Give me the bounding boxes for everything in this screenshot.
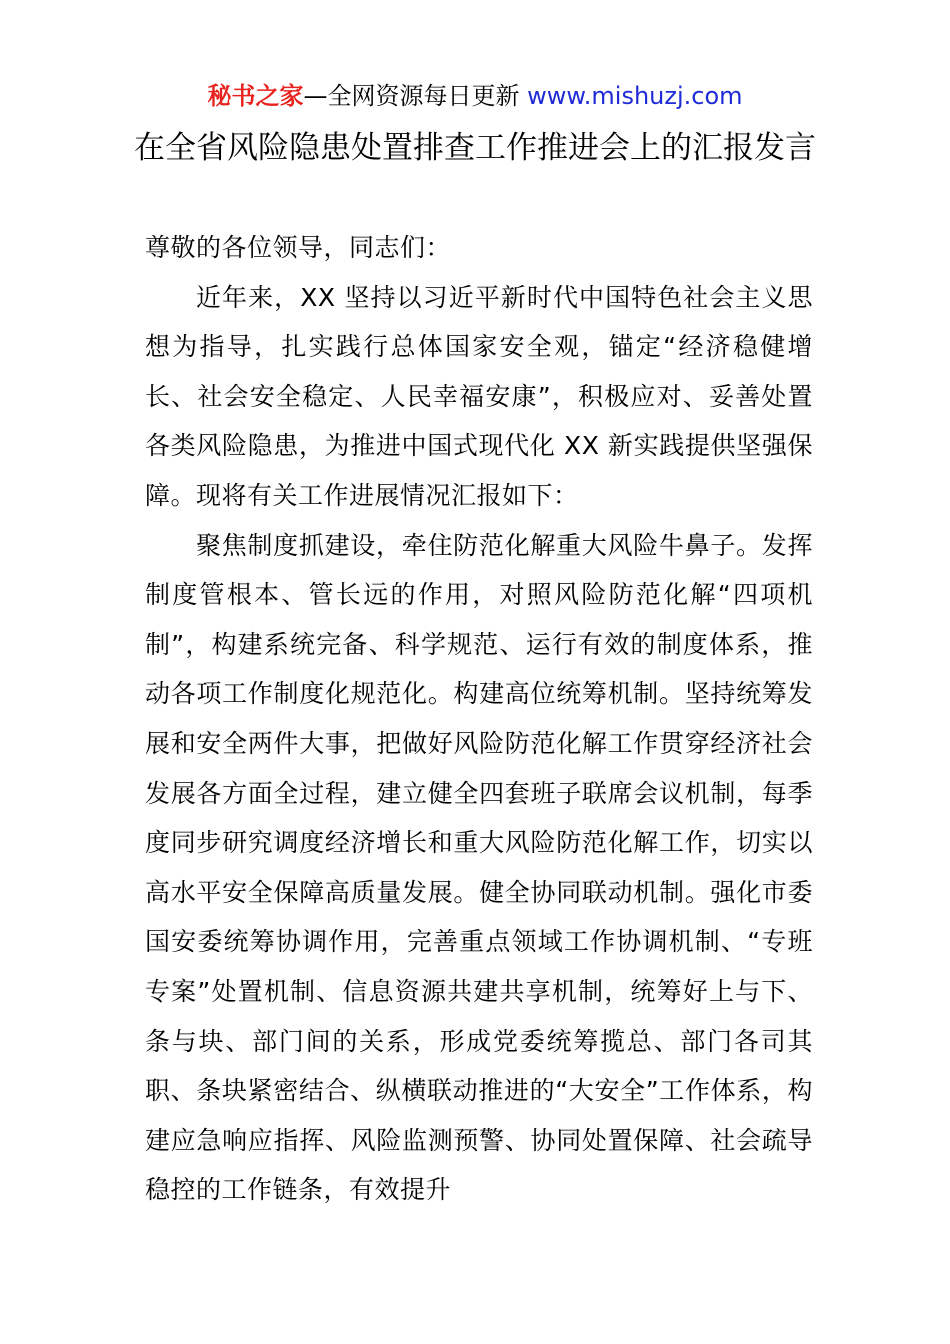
paragraph-institution-building: 聚焦制度抓建设，牵住防范化解重大风险牛鼻子。发挥制度管根本、管长远的作用，对照风险防范化解“四项机制”，构建系统完备、科学规范、运行有效的制度体系，推动各项工作制度化规范化。构建高位统筹机制。坚持统筹发展和安全两件大事，把做好风险防范化解工作贯穿经济社会发展各方面全过程，建立健全四套班子联席会议机制，每季度同步研究调度经济增长和重大风险防范化解工作，切实以高水平安全保障高质量发展。健全协同联动机制。强化市委国安委统筹协调作用，完善重点领域工作协调机制、“专班专案”处置机制、信息资源共建共享机制，统筹好上与下、条与块、部门间的关系，形成党委统筹揽总、部门各司其职、条块紧密结合、纵横联动推进的“大安全”工作体系，构建应急响应指挥、风险监测预警、协同处置保障、社会疏导稳控的工作链条，有效提升 — [145, 530, 813, 1205]
site-brand: 秘书之家 — [207, 82, 304, 110]
site-banner — [0, 80, 950, 112]
paragraph-intro: 近年来，XX 坚持以习近平新时代中国特色社会主义思想为指导，扎实践行总体国家安全观，锚定“经济稳健增长、社会安全稳定、人民幸福安康”，积极应对、妥善处置各类风险隐患，为推进中国式现代化 XX 新实践提供坚强保障。现将有关工作进展情况汇报如下： — [145, 282, 813, 510]
document-body — [145, 223, 813, 1215]
site-slogan: —全网资源每日更新 — [303, 82, 528, 110]
document-title: 在全省风险隐患处置排查工作推进会上的汇报发言 — [134, 130, 816, 166]
site-url-link[interactable]: www.mishuzj.com — [527, 82, 743, 110]
salutation: 尊敬的各位领导，同志们： — [145, 233, 452, 262]
